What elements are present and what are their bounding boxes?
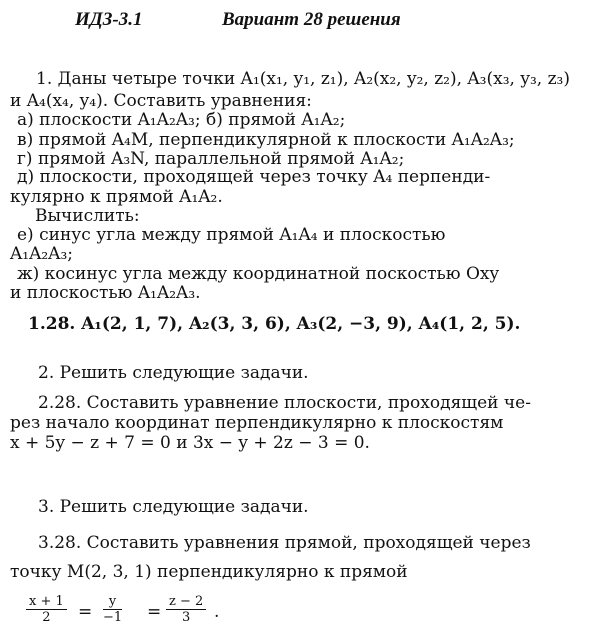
equals-sign: = — [147, 602, 162, 622]
task1-line: в) прямой A₄M, перпендикулярной к плоскости A₁A₂A₃; — [17, 130, 515, 150]
task1-line: г) прямой A₃N, параллельной прямой A₁A₂; — [17, 149, 405, 169]
task2-title: 2. Решить следующие задачи. — [38, 363, 309, 383]
fraction-z — [166, 594, 206, 625]
fraction-x-numerator: x + 1 — [26, 594, 67, 610]
task3-title: 3. Решить следующие задачи. — [38, 497, 309, 517]
task1-line: кулярно к прямой A₁A₂. — [10, 187, 223, 207]
task1-line: а) плоскости A₁A₂A₃; б) прямой A₁A₂; — [17, 110, 346, 130]
fraction-y — [103, 594, 122, 625]
task1-line: A₁A₂A₃; — [10, 244, 74, 264]
task1-line: е) синус угла между прямой A₁A₄ и плоскостью — [17, 225, 446, 245]
fraction-y-denominator: −1 — [103, 610, 123, 625]
task2-line: 2.28. Составить уравнение плоскости, проходящей че- — [38, 393, 531, 413]
equals-sign: = — [78, 602, 93, 622]
fraction-x — [26, 594, 67, 625]
fraction-z-denominator: 3 — [182, 610, 191, 625]
task1-line: ж) косинус угла между координатной поскостью Oxy — [17, 264, 500, 284]
period: . — [214, 602, 220, 622]
task3-line: 3.28. Составить уравнения прямой, проходящей через — [38, 533, 531, 553]
fraction-x-denominator: 2 — [42, 610, 51, 625]
fraction-z-numerator: z − 2 — [166, 594, 206, 610]
task2-line: x + 5y − z + 7 = 0 и 3x − y + 2z − 3 = 0. — [10, 433, 370, 453]
task1-line: и плоскостью A₁A₂A₃. — [10, 283, 201, 303]
task3-line: точку M(2, 3, 1) перпендикулярно к прямой — [10, 562, 408, 582]
task1-line: д) плоскости, проходящей через точку A₄ перпенди- — [17, 167, 491, 187]
task1-data: 1.28. A₁(2, 1, 7), A₂(3, 3, 6), A₃(2, −3, 9), A₄(1, 2, 5). — [28, 314, 521, 334]
task1-line: и A₄(x₄, y₄). Составить уравнения: — [10, 91, 312, 111]
task1-line: Вычислить: — [35, 206, 140, 226]
fraction-y-numerator: y — [103, 594, 122, 610]
doc-code: ИДЗ-3.1 — [75, 9, 143, 30]
doc-variant: Вариант 28 решения — [222, 9, 401, 30]
task2-line: рез начало координат перпендикулярно к плоскостям — [10, 413, 504, 433]
task1-line: 1. Даны четыре точки A₁(x₁, y₁, z₁), A₂(x₂, y₂, z₂), A₃(x₃, y₃, z₃) — [36, 69, 570, 89]
